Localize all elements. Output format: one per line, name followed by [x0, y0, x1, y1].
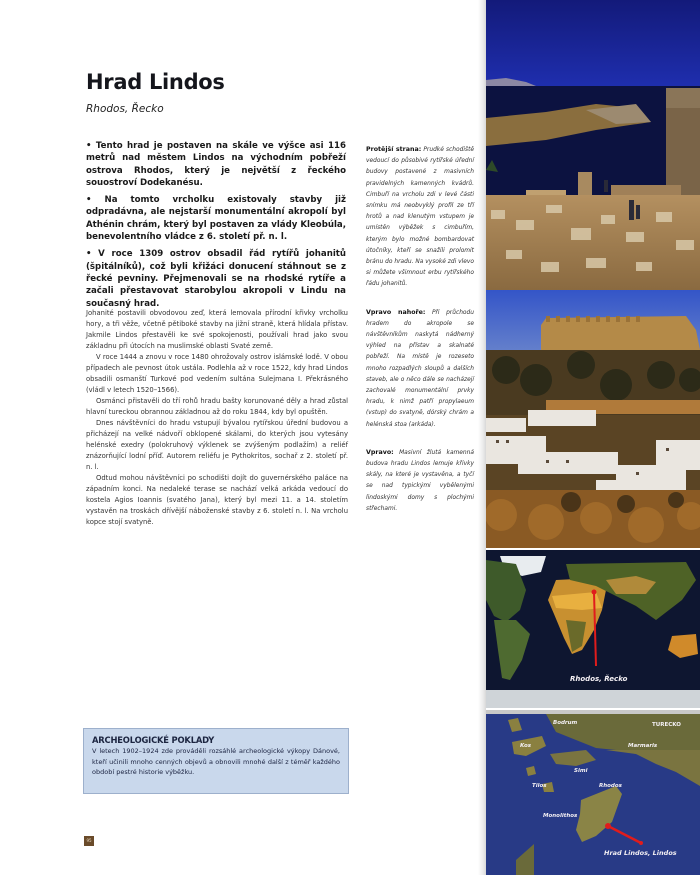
photo-acropolis-ruins [486, 0, 700, 290]
world-map [486, 550, 700, 708]
caption-text: Masivní žlutá kamenná budova hradu Lindos lemuje křivky skály, na které je vystavěna, a tyčí se nad typickými vybělenými lindoskými domy s plochými střechami. [366, 449, 474, 512]
map-label-turecko: TURECKO [652, 722, 681, 728]
body-paragraph: Osmánci přistavěli do tří rohů hradu bašty korunované děly a hrad zůstal hlavní tureckou obrannou základnou až do roku 1844, kdy byl opuštěn. [86, 397, 348, 416]
map-label-tilos: Tilos [532, 783, 547, 789]
world-map-marker-dot [592, 590, 597, 595]
intro-bullet: • Na tomto vrcholku existovaly stavby již odpradávna, ale nejstarší monumentální akropolí byl Athénin chrám, který byl postaven za vlády Kleobúla, benevolentního vládce z 6. století př. n. l. [86, 195, 346, 243]
map-label-simi: Simi [574, 768, 588, 774]
intro-bullet: • V roce 1309 ostrov obsadil řád rytířů johanitů (špitálníků), což byli křižáci donucení stáhnout se z řecké pevniny. Přejmenovali se na rhodské rytíře a začali přestavovat starobylou akropoli v Lindu na současný hrad. [86, 249, 346, 309]
world-map-label: Rhodos, Řecko [570, 675, 628, 683]
intro-bullet: • Tento hrad je postaven na skále ve výšce asi 116 metrů nad městem Lindos na východním pobřeží ostrova Rhodos, který je největší z řeckého souostroví Dodekanésu. [86, 141, 346, 188]
caption-label: Protější strana: [366, 146, 422, 153]
page-gutter [478, 0, 486, 875]
map-label-kos: Kos [520, 743, 532, 749]
photo-captions [366, 144, 474, 531]
caption-text: Při průchodu hradem do akropole se návštěvníkům naskytá nádherný výhled na přístav a skalnaté pobřeží. Na místě je rozeseto mnoho rozpadlých sloupů a dalších staveb, ale o něco dále se nacházejí zachovalé monumentální prvky hradu, k nimž patří propylaeum (vstup) do svatyně, dórský chrám a helénská stoa (arkáda). [366, 309, 475, 428]
body-paragraph: Johanité postavili obvodovou zeď, která lemovala přírodní křivky vrcholku hory, a tři věže, včetně pětiboké stavby na jižní straně, která hlídala přístav. Jakmile Lindos přestavěli ke své spokojenosti, používali hrad jako svou základnu při útocích na muslimské oblasti Svaté země. [86, 309, 348, 350]
box-text: V letech 1902–1924 zde prováděli rozsáhlé archeologické výkopy Dánové, kteří učinili mnoho cenných objevů a obnovili mnohé další z téměř každého období pestré historie výběžku. [92, 747, 340, 776]
regional-map [486, 710, 700, 875]
body-paragraph: Odtud mohou návštěvníci po schodišti dojít do guvernérského paláce na západním konci. Na nedaleké terase se nachází velká arkáda vedoucí do kostela Agios Ioannis (svatého Jana), který byl mezi 11. a 14. stoletím vystavěn na troskách dřívější náboženské stavby z 6. století n. l. Na vrcholu kopce stojí svatyně. [86, 474, 348, 526]
page-number: 95 [84, 836, 94, 846]
map-label-marmaris: Marmaris [628, 743, 658, 749]
body-text [86, 308, 348, 528]
caption-label: Vpravo nahoře: [366, 308, 426, 316]
archaeology-box [83, 728, 349, 794]
box-heading: ARCHEOLOGICKÉ POKLADY [92, 735, 215, 745]
lindos-marker-dot [605, 823, 611, 829]
caption-text: Prudké schodiště vedoucí do působivé rytířské úřední budovy postavené z masivních pravidelných kamenných kvádrů. Cimbuří na vrcholu zdi v levé části snímku má neobvyklý profil ze tří hrotů a nad klenutým vstupem je umístěn výběžek s cimbuřím, kterým bylo možné bombardovat útočníky, kteří se snažili prolomit bránu do hradu. Na vysoké zdi vlevo si můžete všimnout erbu rytířského řádu johanitů. [366, 147, 474, 288]
caption-opposite-page [366, 144, 474, 291]
map-label-bodrum: Bodrum [553, 720, 578, 726]
map-label-rhodos: Rhodos [599, 783, 622, 789]
caption-right [366, 447, 474, 515]
caption-label: Vpravo: [366, 448, 394, 456]
page-title: Hrad Lindos [86, 70, 225, 94]
page-subtitle: Rhodos, Řecko [86, 103, 164, 115]
intro-bullets [86, 140, 346, 315]
map-label-monolithos: Monolithos [543, 813, 578, 819]
caption-top-right [366, 307, 474, 431]
body-paragraph: Dnes návštěvníci do hradu vstupují bývalou rytířskou úřední budovou a přicházejí na velké nádvoří obklopené skálami, do kterých jsou vytesány helénské exedry (polokruhový výklenek se zvýšeným podlažím) a reliéf znázorňující lodní příď. Autorem reliéfu je Pythokritos, sochař z 2. století př. n. l. [86, 419, 348, 471]
photo-castle-village [486, 290, 700, 548]
map-label-lindos: Hrad Lindos, Lindos [604, 849, 677, 857]
body-paragraph: V roce 1444 a znovu v roce 1480 ohrožovaly ostrov islámské lodě. V obou případech ale pevnost útok ustála. Podlehla až v roce 1522, kdy hrad Lindos obsadili osmanští Turkové pod vedením sultána Sulejmana I. Překrásného (vládl v letech 1520–1566). [86, 353, 348, 394]
